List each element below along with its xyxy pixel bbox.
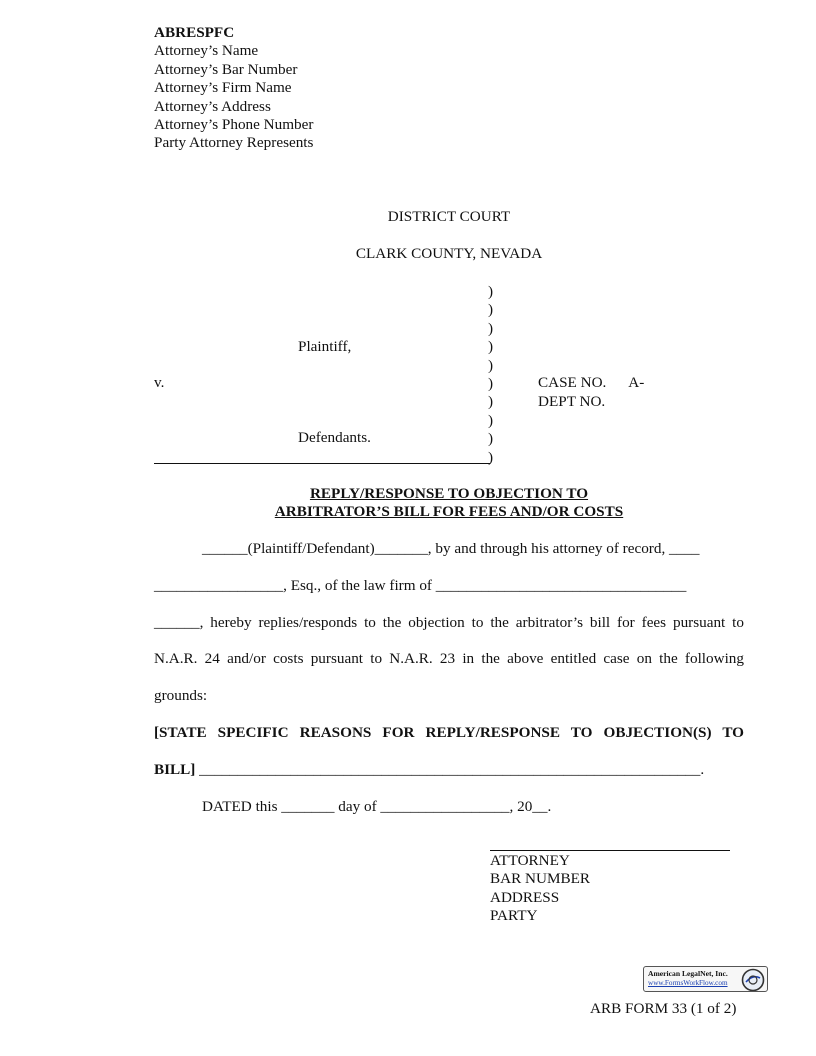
attorney-header <box>154 24 313 153</box>
body-line-4: N.A.R. 24 and/or costs pursuant to N.A.R. 23 in the above entitled case on the following <box>154 650 744 667</box>
plaintiff-label: Plaintiff, <box>298 338 352 355</box>
body-line-5: grounds: <box>154 687 208 704</box>
paren: ) <box>488 301 494 319</box>
form-label: ARB FORM 33 (1 of 2) <box>590 1000 737 1017</box>
court-county: CLARK COUNTY, NEVADA <box>355 245 543 262</box>
paren: ) <box>488 338 494 356</box>
reasons-blank: __________________________________________________________________. <box>195 761 705 778</box>
legalnet-logo[interactable] <box>643 966 768 992</box>
logo-company: American LegalNet, Inc. <box>648 969 728 978</box>
paren: ) <box>488 430 494 448</box>
caption-parentheses <box>488 283 493 467</box>
document-title-line1: REPLY/RESPONSE TO OBJECTION TO <box>309 485 589 502</box>
versus-label: v. <box>154 374 165 391</box>
paren: ) <box>488 393 494 411</box>
sig-address: ADDRESS <box>490 888 560 906</box>
form-code: ABRESPFC <box>154 24 235 41</box>
attorney-address: Attorney’s Address <box>154 97 271 115</box>
paren: ) <box>488 375 494 393</box>
paren: ) <box>488 356 494 374</box>
signature-block <box>490 852 590 926</box>
caption-underline <box>154 448 490 464</box>
globe-icon <box>741 968 765 992</box>
sig-attorney: ATTORNEY <box>490 852 570 869</box>
body-line-1: ______(Plaintiff/Defendant)_______, by and through his attorney of record, ____ <box>202 540 700 557</box>
paren: ) <box>488 411 494 429</box>
document-title-line2: ARBITRATOR’S BILL FOR FEES AND/OR COSTS <box>274 503 624 520</box>
signature-line <box>490 850 730 851</box>
dated-line: DATED this _______ day of _________________, 20__. <box>202 798 552 815</box>
body-line-3: ______, hereby replies/responds to the objection to the arbitrator’s bill for fees pursuant to <box>154 614 744 631</box>
body-instruction: [STATE SPECIFIC REASONS FOR REPLY/RESPONSE TO OBJECTION(S) TO <box>154 724 744 741</box>
sig-party: PARTY <box>490 907 538 925</box>
attorney-phone: Attorney’s Phone Number <box>154 116 314 134</box>
sig-bar-number: BAR NUMBER <box>490 870 591 888</box>
body-line-2: _________________, Esq., of the law firm of _________________________________ <box>154 577 687 594</box>
attorney-name: Attorney’s Name <box>154 42 259 60</box>
paren: ) <box>488 319 494 337</box>
case-number: CASE NO. A- <box>538 374 645 391</box>
logo-url[interactable]: www.FormsWorkFlow.com <box>648 979 728 987</box>
court-name: DISTRICT COURT <box>387 208 511 225</box>
dept-number: DEPT NO. <box>538 393 606 410</box>
defendants-label: Defendants. <box>298 429 371 446</box>
body-line-7 <box>154 761 744 779</box>
paren: ) <box>488 448 494 466</box>
paren: ) <box>488 283 494 300</box>
attorney-firm-name: Attorney’s Firm Name <box>154 79 292 97</box>
party-represented: Party Attorney Represents <box>154 134 314 152</box>
bill-label: BILL] <box>154 761 196 778</box>
attorney-bar-number: Attorney’s Bar Number <box>154 60 298 78</box>
